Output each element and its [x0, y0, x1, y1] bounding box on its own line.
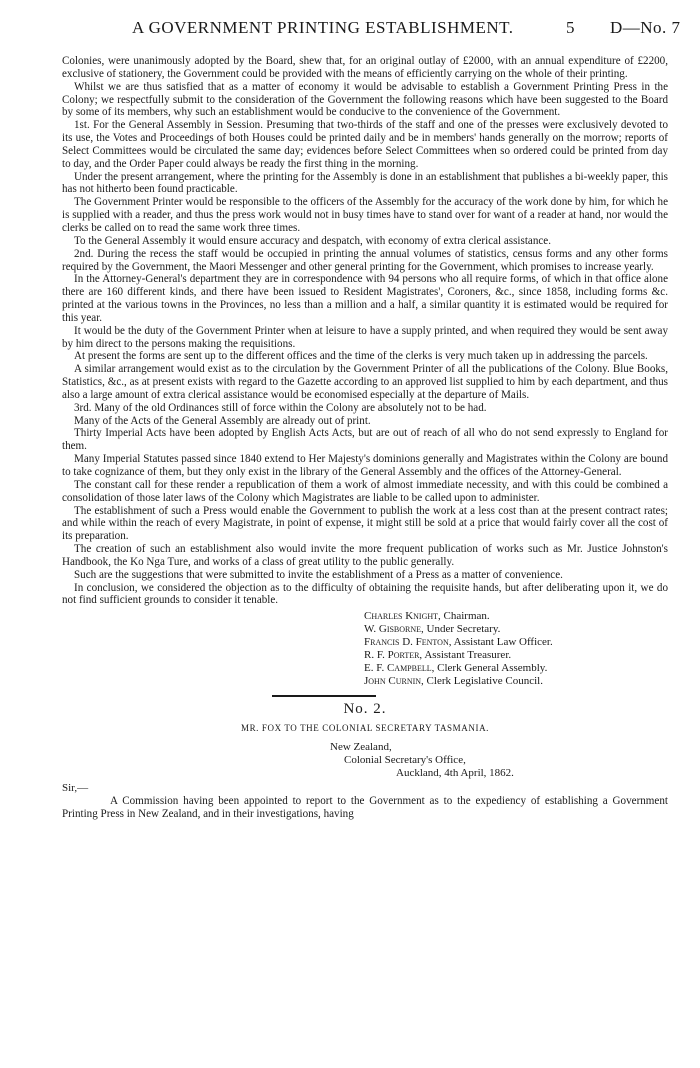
- signatory-name: Charles Knight,: [364, 610, 441, 623]
- paragraph: Whilst we are thus satisfied that as a matter of economy it would be advisable to establish a Government Printing Press in the Colony; we respectfully submit to the consideration of the Government the following reasons which have been suggested to the Board by some of its members, why such an establishment would be conducive to the convenience of the Government.: [62, 80, 668, 119]
- signatory-name: John Curnin,: [364, 675, 424, 688]
- signatory: [364, 649, 668, 662]
- paragraph: 2nd. During the recess the staff would be occupied in printing the annual volumes of statistics, census forms and any other forms required by the Government, the Maori Messenger and other general printing for the Government, which promises to increase yearly.: [62, 247, 668, 273]
- paragraph: The constant call for these render a republication of them a work of almost immediate necessity, and with this could be combined a consolidation of those later laws of the Colony which Magistrates are liable to be called upon to administer.: [62, 478, 668, 504]
- paragraph: The creation of such an establishment also would invite the more frequent publication of works such as Mr. Justice Johnston's Handbook, the Ko Nga Ture, and works of a class of great utility to the public generally.: [62, 543, 668, 568]
- page-header: [0, 18, 700, 48]
- paragraph: Such are the suggestions that were submitted to invite the establishment of a Press as a matter of convenience.: [74, 568, 563, 581]
- report-body: [62, 55, 668, 821]
- address-line: Colonial Secretary's Office,: [344, 753, 466, 766]
- signatory-title: Clerk General Assembly.: [437, 662, 548, 675]
- address-line: Auckland, 4th April, 1862.: [396, 766, 514, 779]
- signatory: [364, 675, 668, 688]
- paragraph: The Government Printer would be responsible to the officers of the Assembly for the accuracy of the work done by him, for which he is supplied with a reader, and thus the press work would not in busy times have to stand over for want of a reader at hand, nor would the clerks be called on to read the same work three times.: [62, 196, 668, 234]
- paragraph: Thirty Imperial Acts have been adopted by English Acts Acts, but are out of reach of all who do not send expressly to England for them.: [62, 427, 668, 453]
- signatory-name: R. F. Porter,: [364, 649, 423, 662]
- address-line: New Zealand,: [330, 740, 392, 753]
- signatory-title: Chairman.: [443, 610, 490, 623]
- letter-number: No. 2.: [343, 701, 387, 718]
- signatory: [364, 636, 668, 649]
- paragraph: 3rd. Many of the old Ordinances still of force within the Colony are absolutely not to be had.: [74, 401, 487, 414]
- paragraph: Colonies, were unanimously adopted by the Board, shew that, for an original outlay of £2000, with an annual expenditure of £2200, exclusive of stationery, the Government could be provided with the means of efficiently carrying on the whole of their printing.: [62, 55, 668, 80]
- paragraph: In the Attorney-General's department they are in correspondence with 94 persons who all require forms, of which in that office alone there are 160 different kinds, and there have been issued to Resident Magistrates', Coroners, &c., since 1858, including forms &c. printed at the various towns in the Provinces, no less than a million and a half, a similar quantity it is estimated would be required for this year.: [62, 273, 668, 324]
- paragraph: 1st. For the General Assembly in Session. Presuming that two-thirds of the staff and one of the presses were exclusively devoted to its use, the Votes and Proceedings of both Houses could be printed daily and be in members' hands generally on the morrow; reports of Select Committees would be circulated the same day; evidences before Select Committees when so ordered could be printed from day to day, and the Order Paper could always be ready the first thing in the morning.: [62, 119, 668, 170]
- signatory-title: Under Secretary.: [426, 623, 501, 636]
- paragraph: A Commission having been appointed to report to the Government as to the expediency of establishing a Government Printing Press in New Zealand, and in their investigations, having: [62, 794, 668, 820]
- section-divider: [272, 695, 376, 697]
- signatory: [364, 610, 668, 623]
- paragraph: The establishment of such a Press would enable the Government to publish the work at a less cost than at the present contract rates; and while within the reach of every Magistrate, in point of expense, it might still be sold at a price that would fairly cover all the cost of its preparation.: [62, 504, 668, 543]
- signatory: [364, 623, 668, 636]
- paragraph: It would be the duty of the Government Printer when at leisure to have a supply printed, and when required they would be sent away by him direct to the persons making the requisitions.: [62, 324, 668, 350]
- signatory: [364, 662, 668, 675]
- signatory-name: E. F. Campbell,: [364, 662, 435, 675]
- paragraph: Many of the Acts of the General Assembly are already out of print.: [74, 414, 371, 427]
- signatory-name: W. Gisborne,: [364, 623, 424, 636]
- page-number: 5: [566, 18, 575, 37]
- paragraph: Under the present arrangement, where the printing for the Assembly is done in an establishment that publishes a bi-weekly paper, this has not hitherto been found practicable.: [62, 170, 668, 196]
- running-title: A GOVERNMENT PRINTING ESTABLISHMENT.: [132, 18, 514, 37]
- signatory-title: Clerk Legislative Council.: [426, 675, 543, 688]
- paragraph: In conclusion, we considered the objection as to the difficulty of obtaining the requisite hands, but after deliberating upon it, we do not find sufficient grounds to consider it tenable.: [62, 581, 668, 607]
- signatory-title: Assistant Treasurer.: [424, 649, 512, 662]
- salutation: Sir,—: [62, 781, 89, 794]
- signatory-title: Assistant Law Officer.: [453, 636, 553, 649]
- signatory-name: Francis D. Fenton,: [364, 636, 452, 649]
- letter-address: [62, 741, 668, 780]
- letter-heading: MR. FOX TO THE COLONIAL SECRETARY TASMANIA.: [240, 723, 490, 734]
- document-series-number: D—No. 7: [610, 18, 681, 37]
- paragraph: A similar arrangement would exist as to the circulation by the Government Printer of all the publications of the Colony. Blue Books, Statistics, &c., as at present exists with regard to the Gazette according to an approved list supplied to him by each department, and thus also a large amount of extra clerical assistance would be economised especially at the departure of Mails.: [62, 363, 668, 401]
- paragraph: Many Imperial Statutes passed since 1840 extend to Her Majesty's dominions generally and Magistrates within the Colony are bound to take cognizance of them, but they only exist in the library of the General Assembly and the offices of the Attorney-General.: [62, 453, 668, 478]
- paragraph: At present the forms are sent up to the different offices and the time of the clerks is very much taken up in addressing the parcels.: [74, 350, 648, 363]
- signature-block: [364, 610, 668, 688]
- paragraph: To the General Assembly it would ensure accuracy and despatch, with economy of extra clerical assistance.: [74, 234, 552, 247]
